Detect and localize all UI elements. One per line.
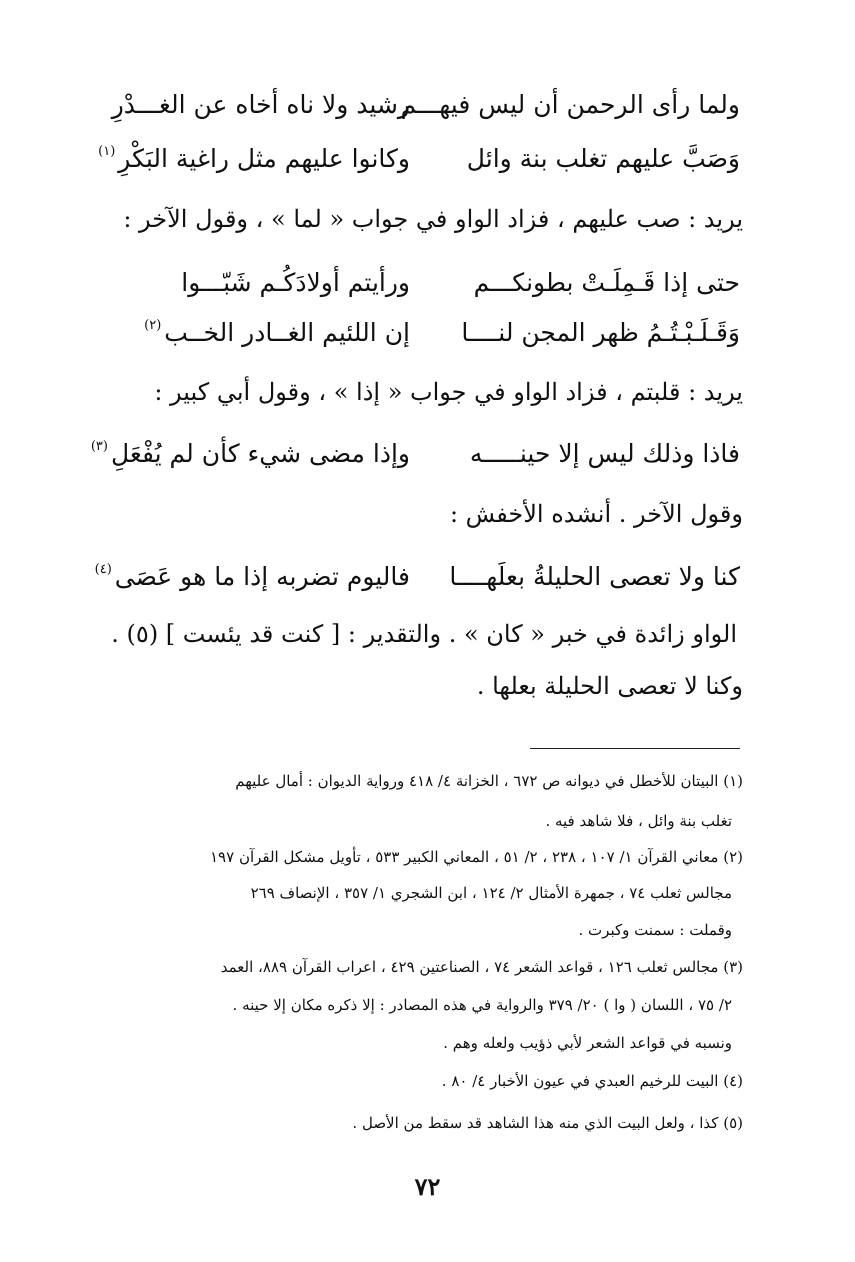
footnote-separator — [530, 748, 740, 749]
footnote-line: (٤) البيت للرخيم العبدي في عيون الأخبار ٤/ ٨٠ . — [441, 1072, 743, 1090]
verse-second-hemistich: إن اللئيم الغــادر الخــب$^{(٢)}$ — [144, 317, 410, 347]
footnote-line: (٣) مجالس ثعلب ١٢٦ ، قواعد الشعر ٧٤ ، الصناعتين ٤٢٩ ، اعراب القرآن ٨٨٩، العمد — [220, 958, 743, 976]
footnote-line: مجالس ثعلب ٧٤ ، جمهرة الأمثال ٢/ ١٢٤ ، ابن الشجري ١/ ٣٥٧ ، الإنصاف ٢٦٩ — [250, 884, 732, 902]
footnote-line: ونسبه في قواعد الشعر لأبي ذؤيب ولعله وهم . — [443, 1034, 732, 1052]
prose-paragraph: وكنا لا تعصى الحليلة بعلها . — [476, 672, 743, 700]
verse-line — [90, 84, 740, 124]
footnote-marker: (٣) — [90, 438, 108, 454]
verse-second-hemistich: وإذا مضى شيء كأن لم يُفْعَلِ$^{(٣)}$ — [90, 438, 410, 468]
page-number: ٧٢ — [414, 1172, 441, 1201]
footnote-line: ٢/ ٧٥ ، اللسان ( وا ) ٢٠/ ٣٧٩ والرواية في هذه المصادر : إلا ذكره مكان إلا حينه . — [232, 996, 732, 1014]
verse-first-hemistich: ولما رأى الرحمن أن ليس فيهـــم — [400, 89, 740, 119]
footnote-line: (٢) معاني القرآن ١/ ١٠٧ ، ٢٣٨ ، ٢/ ٥١ ، المعاني الكبير ٥٣٣ ، تأويل مشكل القرآن ١٩٧ — [210, 848, 743, 866]
verse-first-hemistich: حتى إذا قَـمِلَـتْ بطونكـــم — [473, 267, 740, 297]
footnote-line: (١) البيتان للأخطل في ديوانه ص ٦٧٢ ، الخزانة ٤/ ٤١٨ ورواية الديوان : أمال عليهم — [235, 772, 743, 790]
footnote-line: وقملت : سمنت وكبرت . — [578, 921, 732, 939]
verse-first-hemistich: كنا ولا تعصى الحليلةُ بعلَهــــا — [449, 561, 740, 591]
prose-paragraph: يريد : صب عليهم ، فزاد الواو في جواب « لما » ، وقول الآخر : — [123, 205, 743, 233]
prose-paragraph: يريد : قلبتم ، فزاد الواو في جواب « إذا » ، وقول أبي كبير : — [154, 378, 743, 406]
footnote-marker: (٤) — [94, 561, 112, 577]
verse-line — [90, 138, 740, 178]
verse-first-hemistich: وَقَـلَـبْـتُـمُ ظهر المجن لنــــا — [461, 317, 740, 347]
verse-line — [90, 556, 740, 596]
footnote-marker: (١) — [98, 143, 116, 159]
footnote-line: تغلب بنة وائل ، فلا شاهد فيه . — [545, 812, 732, 830]
verse-line — [90, 262, 740, 302]
verse-first-hemistich: وَصَبَّ عليهم تغلب بنة وائل — [466, 143, 740, 173]
verse-second-hemistich: ورأيتم أولادَكُـم شَبّـــوا — [181, 267, 410, 297]
prose-paragraph: الواو زائدة في خبر « كان » . والتقدير : [ كنت قد يئست ] (٥) . — [111, 620, 737, 648]
prose-paragraph: وقول الآخر . أنشده الأخفش : — [449, 500, 743, 528]
verse-line — [90, 433, 740, 473]
verse-second-hemistich: وكانوا عليهم مثل راغية البَكْرِ$^{(١)}$ — [98, 143, 410, 173]
verse-line — [90, 312, 740, 352]
verse-second-hemistich: فاليوم تضربه إذا ما هو عَصَى$^{(٤)}$ — [94, 561, 410, 591]
verse-first-hemistich: فاذا وذلك ليس إلا حينـــــه — [469, 438, 740, 468]
footnote-line: (٥) كذا ، ولعل البيت الذي منه هذا الشاهد قد سقط من الأصل . — [352, 1114, 743, 1132]
footnote-marker: (٢) — [144, 317, 162, 333]
verse-second-hemistich: رشيد ولا ناه أخاه عن الغـــدْرِ — [111, 89, 410, 119]
